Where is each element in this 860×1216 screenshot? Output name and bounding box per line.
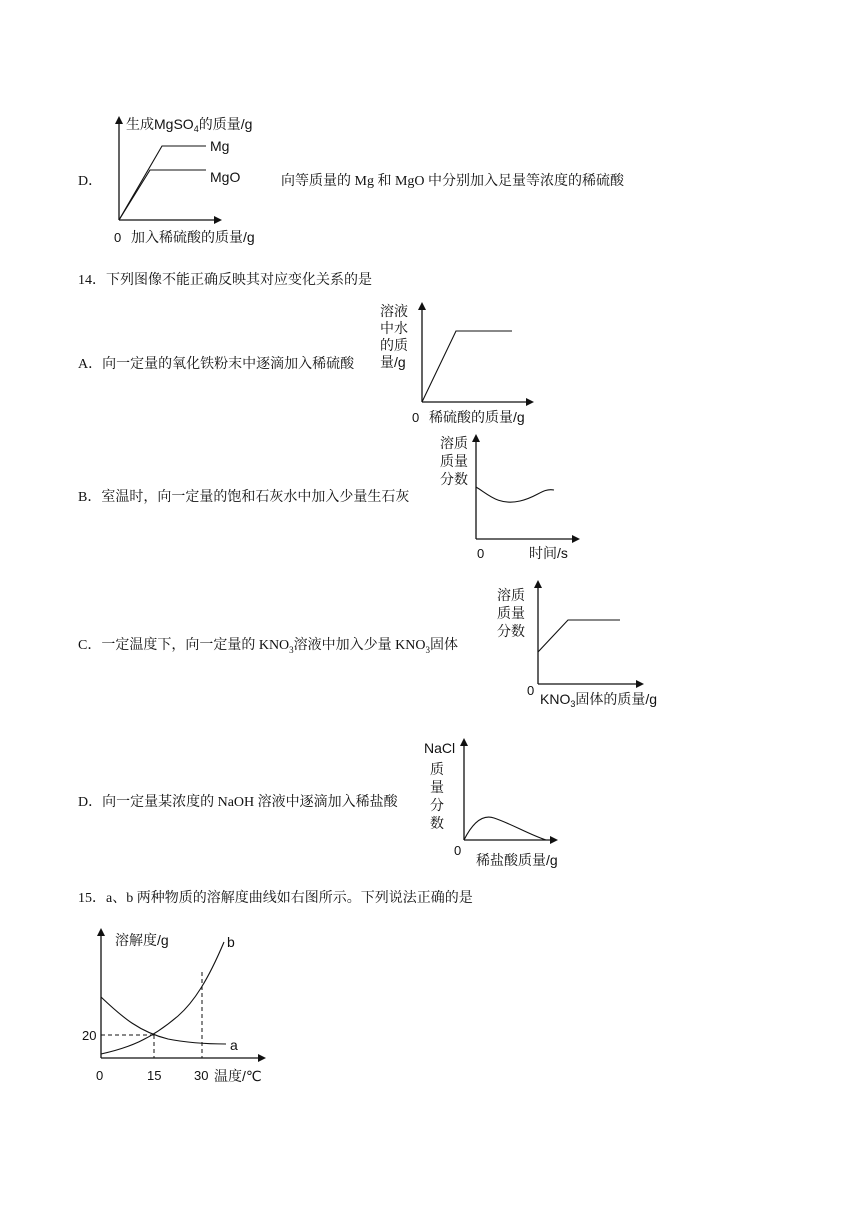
q13-option-d-text: 向等质量的 Mg 和 MgO 中分别加入足量等浓度的稀硫酸 [281, 174, 625, 189]
origin-label: 0 [477, 546, 485, 561]
series-label-a: a [230, 1037, 238, 1053]
y-label-line2: 质量 [440, 453, 468, 469]
q14-option-c-graph [494, 574, 694, 714]
curve-mgo [119, 170, 206, 220]
x-axis-label: $KNO_3$固体的质量/g [540, 691, 658, 709]
q14-option-c-text: C．一定温度下，向一定量的 $KNO_3$溶液中加入少量 $KNO_3$固体 [78, 638, 459, 655]
q14-option-d-graph [424, 734, 574, 874]
q14-option-a-text: A．向一定量的氧化铁粉末中逐滴加入稀硫酸 [78, 357, 355, 372]
curve-a [101, 997, 226, 1044]
origin-label: 0 [412, 410, 420, 425]
y-label-line3: 量 [430, 779, 444, 795]
y-label-line2: 质 [430, 761, 444, 777]
curve-solute-fraction [476, 487, 554, 502]
y-label-line3: 的质 [380, 337, 408, 353]
y-axis-label: 溶解度/g [115, 932, 169, 948]
q14-option-d-text: D．向一定量某浓度的 NaOH 溶液中逐滴加入稀盐酸 [78, 795, 398, 810]
q14-option-b-graph [436, 428, 606, 563]
x-tick-30: 30 [194, 1068, 209, 1083]
y-label-line5: 数 [430, 815, 444, 831]
y-label-line3: 分数 [440, 471, 468, 487]
y-label-line1: 溶液 [380, 303, 408, 319]
q15-stem: 15．a、b 两种物质的溶解度曲线如右图所示。下列说法正确的是 [78, 891, 473, 906]
origin-label: 0 [454, 843, 462, 858]
x-axis-label: 时间/s [529, 545, 568, 561]
series-label-mgo: MgO [210, 169, 241, 185]
y-label-line2: 质量 [497, 605, 525, 621]
x-tick-0: 0 [96, 1068, 104, 1083]
x-tick-15: 15 [147, 1068, 162, 1083]
x-axis-label: 温度/℃ [214, 1068, 262, 1084]
y-label-line1: NaCl [424, 740, 456, 756]
y-label-line3: 分数 [497, 623, 525, 639]
series-label-b: b [227, 934, 235, 950]
y-tick-20: 20 [82, 1028, 97, 1043]
y-label-line4: 分 [430, 797, 444, 813]
y-label-line2: 中水 [380, 320, 408, 336]
q14-option-a-graph [376, 296, 556, 426]
y-label-line1: 溶质 [497, 587, 525, 603]
y-label-line1: 溶质 [440, 435, 468, 451]
curve-mg [119, 146, 206, 220]
x-axis-label: 稀硫酸的质量/g [429, 409, 525, 425]
q15-solubility-graph [78, 922, 278, 1092]
curve-water-mass [422, 331, 512, 402]
q13-option-d-graph [100, 112, 300, 252]
x-axis-label: 加入稀硫酸的质量/g [131, 229, 255, 245]
y-axis-label: 生成MgSO$_4$的质量/g [126, 116, 253, 134]
q14-option-b-text: B．室温时，向一定量的饱和石灰水中加入少量生石灰 [78, 490, 410, 505]
q14-stem: 14．下列图像不能正确反映其对应变化关系的是 [78, 273, 372, 288]
curve-nacl-fraction [464, 817, 546, 840]
origin-label: 0 [114, 230, 122, 245]
curve-kno3-fraction [538, 620, 620, 652]
origin-label: 0 [527, 683, 535, 698]
q13-option-d-letter: D． [78, 174, 103, 189]
y-label-line4: 量/g [380, 354, 406, 370]
series-label-mg: Mg [210, 138, 230, 154]
x-axis-label: 稀盐酸质量/g [476, 852, 558, 868]
